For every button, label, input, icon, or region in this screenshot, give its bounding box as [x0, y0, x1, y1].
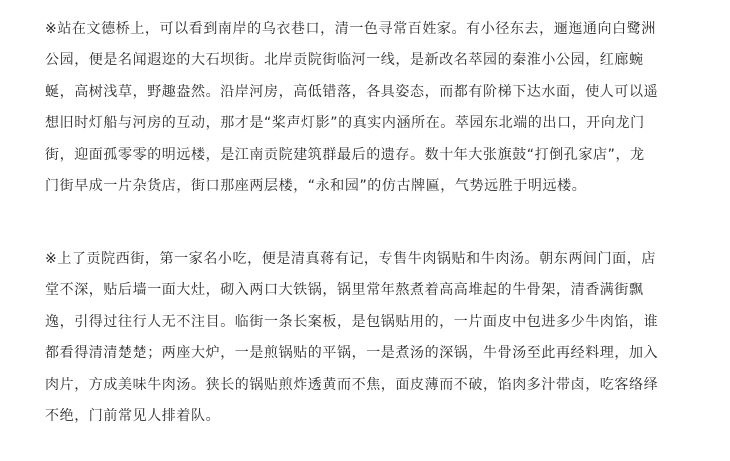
text-line: ※上了贡院西街，第一家名小吃，便是清真蒋有记，专售牛肉锅贴和牛肉汤。朝东两间门面，店: [45, 251, 656, 267]
text-line: 都看得清清楚楚；两座大炉，一是煎锅贴的平锅，一是煮汤的深锅，牛骨汤至此再经料理，加入: [45, 345, 659, 362]
text-line: 蜒，高树浅草，野趣盎然。沿岸河房，高低错落，各具姿态，而都有阶梯下达水面，使人可以遥: [45, 83, 659, 100]
text-line: 想旧时灯船与河房的互动，那才是“桨声灯影”的真实内涵所在。萃园东北端的出口，开向龙门: [45, 115, 645, 132]
text-line: 不绝，门前常见人排着队。: [45, 407, 221, 424]
text-line: ※站在文德桥上，可以看到南岸的乌衣巷口，清一色寻常百姓家。有小径东去，逦迤通向白鹭洲: [45, 21, 656, 37]
text-line: 堂不深，贴后墙一面大灶，砌入两口大铁锅，锅里常年熬煮着高高堆起的牛骨架，清香满街飘: [45, 282, 644, 299]
text-line: 公园，便是名闻遐迩的大石坝街。北岸贡院街临河一线，是新改名萃园的秦淮小公园，红廊蜿: [45, 52, 644, 69]
text-line: 街，迎面孤零零的明远楼，是江南贡院建筑群最后的遗存。数十年大张旗鼓“打倒孔家店”，龙: [45, 146, 645, 163]
text-line: 肉片，方成美味牛肉汤。狭长的锅贴煎炸透黄而不焦，面皮薄而不破，馅肉多汁带卤，吃客络绎: [45, 376, 659, 393]
text-line: 门街早成一片杂货店，街口那座两层楼，“永和园”的仿古牌匾，气势远胜于明远楼。: [45, 177, 587, 194]
paragraph-gongyuan-west-street: [45, 244, 695, 432]
paragraph-wende-bridge: [45, 14, 695, 202]
text-line: 逸，引得过往行人无不注目。临街一条长案板，是包锅贴用的，一片面皮中包进多少牛肉馅，谁: [45, 313, 659, 330]
